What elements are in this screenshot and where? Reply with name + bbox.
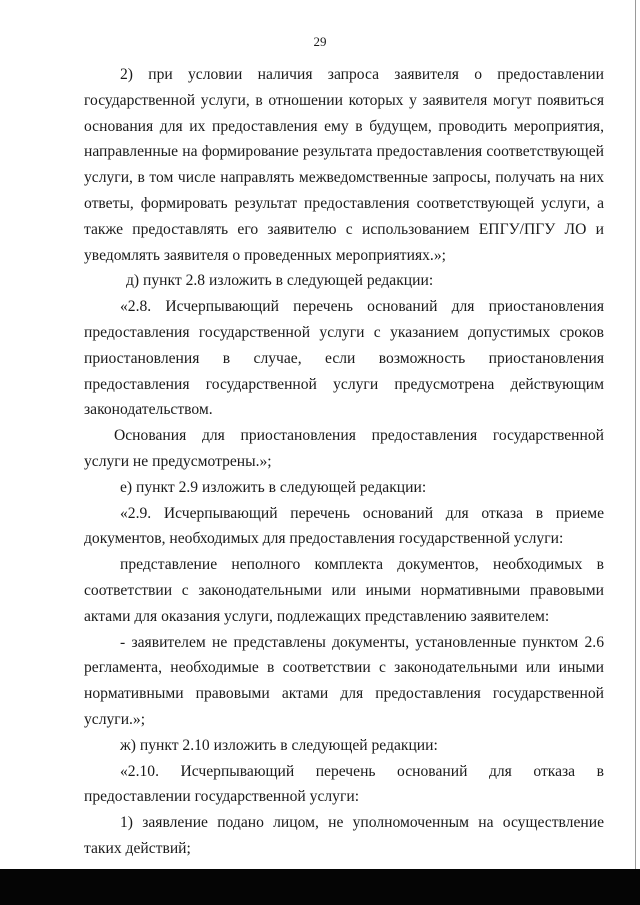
paragraph-subpoint-zh: ж) пункт 2.10 изложить в следующей редакции: xyxy=(120,736,438,754)
page-edge-line xyxy=(635,0,636,870)
paragraph-subpoint-d: д) пункт 2.8 изложить в следующей редакции: xyxy=(126,272,434,290)
paragraph-subpoint-e: е) пункт 2.9 изложить в следующей редакции: xyxy=(120,478,427,496)
paragraph-clause-2-9: «2.9. Исчерпывающий перечень оснований для отказа в приеме документов, необходимых для предоставления государственной услуги: xyxy=(84,504,604,548)
paragraph-documents-not-submitted: - заявителем не представлены документы, установленные пунктом 2.6 регламента, необходимые в соответствии с законодательными или иными нормативными правовыми актами для предоставления государственной услуги.»; xyxy=(84,633,604,728)
scan-bottom-border xyxy=(0,869,640,905)
paragraph-item-2: 2) при условии наличия запроса заявителя о предоставлении государственной услуги, в отношении которых у заявителя могут появиться основания для их предоставления ему в будущем, проводить мероприятия, направленные на формирование результата предоставления соответствующей услуги, в том числе направлять межведомственные запросы, получать на них ответы, формировать результат предоставления соответствующей услуги, а также предоставлять его заявителю с использованием ЕПГУ/ПГУ ЛО и уведомлять заявителя о проведенных мероприятиях.»; xyxy=(84,66,604,264)
page-number: 29 xyxy=(313,34,327,49)
paragraph-clause-2-8: «2.8. Исчерпывающий перечень оснований для приостановления предоставления государственной услуги с указанием допустимых сроков приостановления в случае, если возможность приостановления предоставления государственной услуги предусмотрена действующим законодательством. xyxy=(84,298,604,419)
paragraph-clause-2-10: «2.10. Исчерпывающий перечень оснований для отказа в предоставлении государственной услуги: xyxy=(84,762,604,806)
paragraph-refusal-item-1: 1) заявление подано лицом, не уполномоченным на осуществление таких действий; xyxy=(84,814,604,857)
document-body xyxy=(84,62,604,862)
paragraph-incomplete-documents: представление неполного комплекта документов, необходимых в соответствии с законодательными или иными нормативными правовыми актами для оказания услуги, подлежащих представлению заявителем: xyxy=(84,556,604,625)
paragraph-suspension-grounds: Основания для приостановления предоставления государственной услуги не предусмотрены.»; xyxy=(84,427,604,470)
